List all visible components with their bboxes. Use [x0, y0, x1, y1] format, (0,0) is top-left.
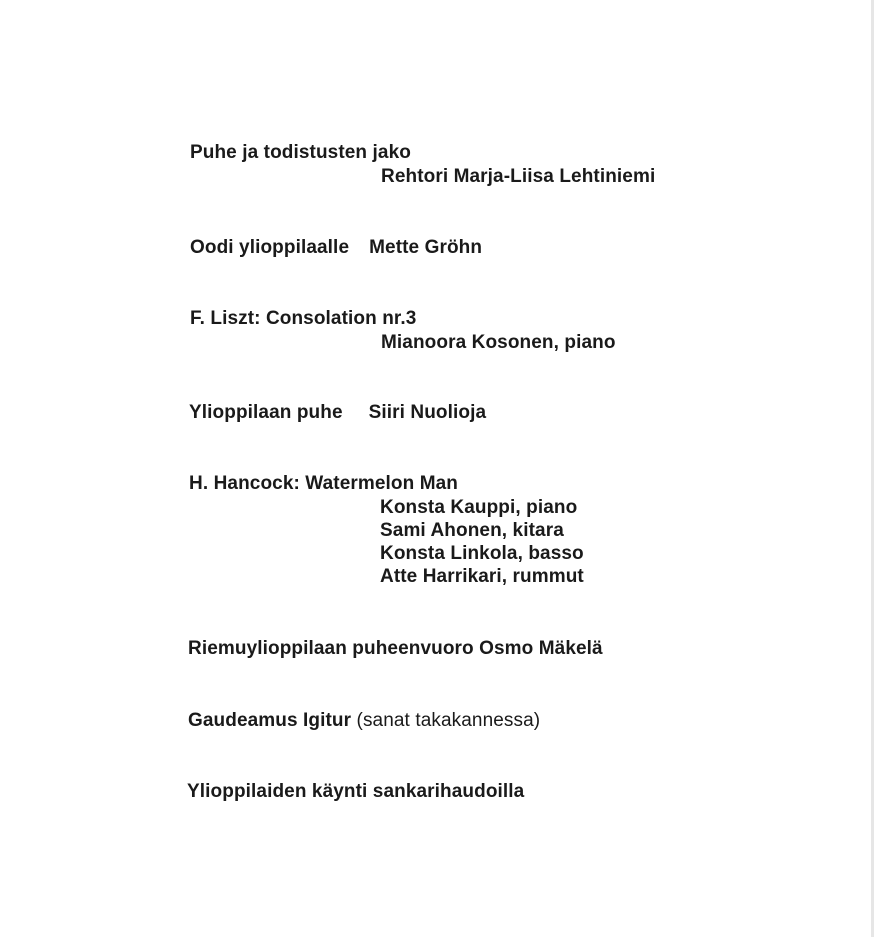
- item-title-liszt: F. Liszt: Consolation nr.3: [190, 308, 417, 329]
- item-row-student-speech: [189, 401, 486, 424]
- item-note-gaudeamus: (sanat takakannessa): [356, 710, 541, 731]
- item-title-ode: Oodi ylioppilaalle: [190, 237, 350, 258]
- item-performer-hancock-1: Konsta Kauppi, piano: [380, 497, 578, 518]
- item-performer-hancock-4: Atte Harrikari, rummut: [380, 566, 584, 587]
- item-title-student-speech: Ylioppilaan puhe: [189, 402, 343, 423]
- item-performer-liszt: Mianoora Kosonen, piano: [381, 332, 616, 353]
- item-performer-student-speech: Siiri Nuolioja: [368, 402, 487, 423]
- item-title-jubilee-speech: Riemuylioppilaan puheenvuoro Osmo Mäkelä: [188, 638, 603, 659]
- item-performer-hancock-3: Konsta Linkola, basso: [380, 543, 584, 564]
- item-title-hancock: H. Hancock: Watermelon Man: [189, 473, 458, 494]
- item-title-heroes-graves: Ylioppilaiden käynti sankarihaudoilla: [187, 781, 525, 802]
- item-performer-hancock-2: Sami Ahonen, kitara: [380, 520, 564, 541]
- item-row-ode: [190, 236, 482, 259]
- item-title-gaudeamus: Gaudeamus Igitur: [188, 710, 352, 731]
- item-performer-principal: Rehtori Marja-Liisa Lehtiniemi: [381, 166, 656, 187]
- item-title-speech: Puhe ja todistusten jako: [190, 142, 411, 163]
- item-row-gaudeamus: [188, 709, 540, 732]
- item-performer-ode: Mette Gröhn: [369, 237, 483, 258]
